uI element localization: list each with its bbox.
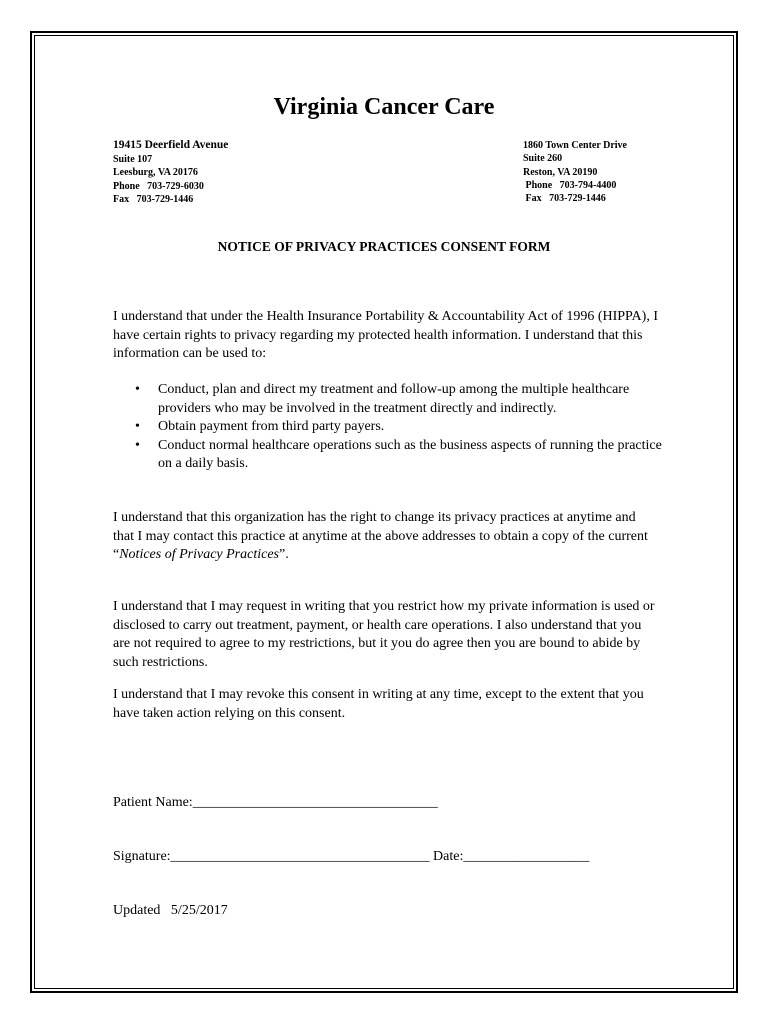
- bullet-icon: •: [135, 437, 140, 453]
- privacy-change-paragraph: [113, 509, 658, 565]
- address-street: 1860 Town Center Drive: [523, 140, 627, 151]
- updated-date: Updated 5/25/2017: [113, 903, 228, 918]
- bullet-text: Conduct, plan and direct my treatment and follow-up among the multiple healthcare providers who may be involved in the treatment directly and indirectly.: [158, 382, 630, 416]
- notice-title-italic: Notices of Privacy Practices: [119, 547, 280, 563]
- address-street: 19415 Deerfield Avenue: [113, 139, 229, 151]
- bullet-icon: •: [135, 419, 140, 435]
- patient-name-field[interactable]: Patient Name:___________________________________: [113, 795, 438, 810]
- address-city: Leesburg, VA 20176: [113, 167, 198, 179]
- address-phone: Phone 703-794-4400: [523, 179, 617, 191]
- paragraph-text-tail: ”.: [279, 547, 289, 563]
- address-suite: Suite 260: [523, 153, 563, 165]
- revoke-paragraph: I understand that I may revoke this consent in writing at any time, except to the extent that you have taken action relying on this consent.: [113, 687, 644, 721]
- bullet-icon: •: [135, 382, 140, 397]
- address-suite: Suite 107: [113, 154, 153, 165]
- restriction-paragraph: I understand that I may request in writing that you restrict how my private information is used or disclosed to carry out treatment, payment, or health care operations. I also understand that you are not required to agree to my restrictions, but it you do agree then you are bound to abide by such restrictions.: [113, 599, 655, 670]
- address-fax: Fax 703-729-1446: [523, 193, 606, 205]
- bullet-text: Obtain payment from third party payers.: [158, 419, 385, 435]
- signature-date-field[interactable]: Signature:_____________________________________ Date:__________________: [113, 849, 590, 864]
- address-reston: [523, 139, 627, 205]
- form-title: NOTICE OF PRIVACY PRACTICES CONSENT FORM: [217, 239, 551, 254]
- bullet-text: Conduct normal healthcare operations such as the business aspects of running the practice on a daily basis.: [158, 437, 662, 472]
- address-phone: Phone 703-729-6030: [113, 180, 204, 192]
- list-item: [113, 437, 673, 474]
- usage-bullet-list: [113, 381, 673, 474]
- list-item: [113, 418, 673, 437]
- hipaa-paragraph: I understand that under the Health Insurance Portability & Accountability Act of 1996 (HIPPA), I have certain rights to privacy regarding my protected health information. I understand that this information can be used to:: [113, 309, 658, 362]
- address-leesburg: [113, 138, 228, 206]
- document-title: Virginia Cancer Care: [273, 94, 495, 120]
- address-city: Reston, VA 20190: [523, 166, 598, 178]
- list-item: [113, 381, 673, 418]
- paragraph-text: I understand that this organization has the right to change its privacy practices at anytime and that I may contact this practice at anytime at the above addresses to obtain a copy of the current “: [113, 510, 648, 563]
- address-fax: Fax 703-729-1446: [113, 193, 194, 205]
